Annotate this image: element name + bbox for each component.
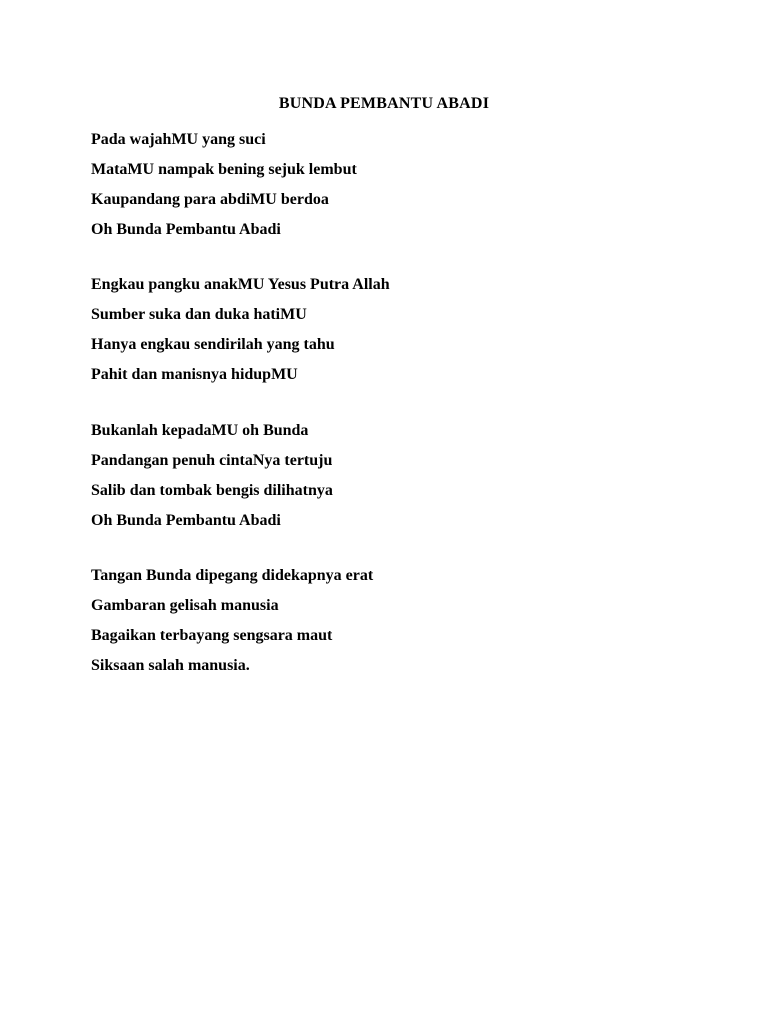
- verse-line: Gambaran gelisah manusia: [91, 597, 279, 614]
- verse-line: Sumber suka dan duka hatiMU: [91, 306, 307, 323]
- verse-line: MataMU nampak bening sejuk lembut: [91, 161, 357, 178]
- verse-line: Tangan Bunda dipegang didekapnya erat: [91, 567, 374, 584]
- verse-line: Oh Bunda Pembantu Abadi: [91, 221, 281, 238]
- verse-line: Siksaan salah manusia.: [91, 657, 250, 674]
- stanza-2: [91, 270, 691, 390]
- verse-line: Engkau pangku anakMU Yesus Putra Allah: [91, 276, 390, 293]
- stanza-3: [91, 416, 691, 536]
- document-title: BUNDA PEMBANTU ABADI: [278, 95, 490, 112]
- stanza-4: [91, 561, 691, 681]
- verse-line: Salib dan tombak bengis dilihatnya: [91, 482, 333, 499]
- verse-line: Hanya engkau sendirilah yang tahu: [91, 336, 335, 353]
- verse-line: Pandangan penuh cintaNya tertuju: [91, 452, 333, 469]
- verse-line: Kaupandang para abdiMU berdoa: [91, 191, 329, 208]
- verse-line: Bukanlah kepadaMU oh Bunda: [91, 422, 309, 439]
- verse-line: Pada wajahMU yang suci: [91, 131, 266, 148]
- verse-line: Bagaikan terbayang sengsara maut: [91, 627, 333, 644]
- stanza-1: [91, 125, 691, 245]
- verse-line: Pahit dan manisnya hidupMU: [91, 366, 298, 383]
- verse-line: Oh Bunda Pembantu Abadi: [91, 512, 281, 529]
